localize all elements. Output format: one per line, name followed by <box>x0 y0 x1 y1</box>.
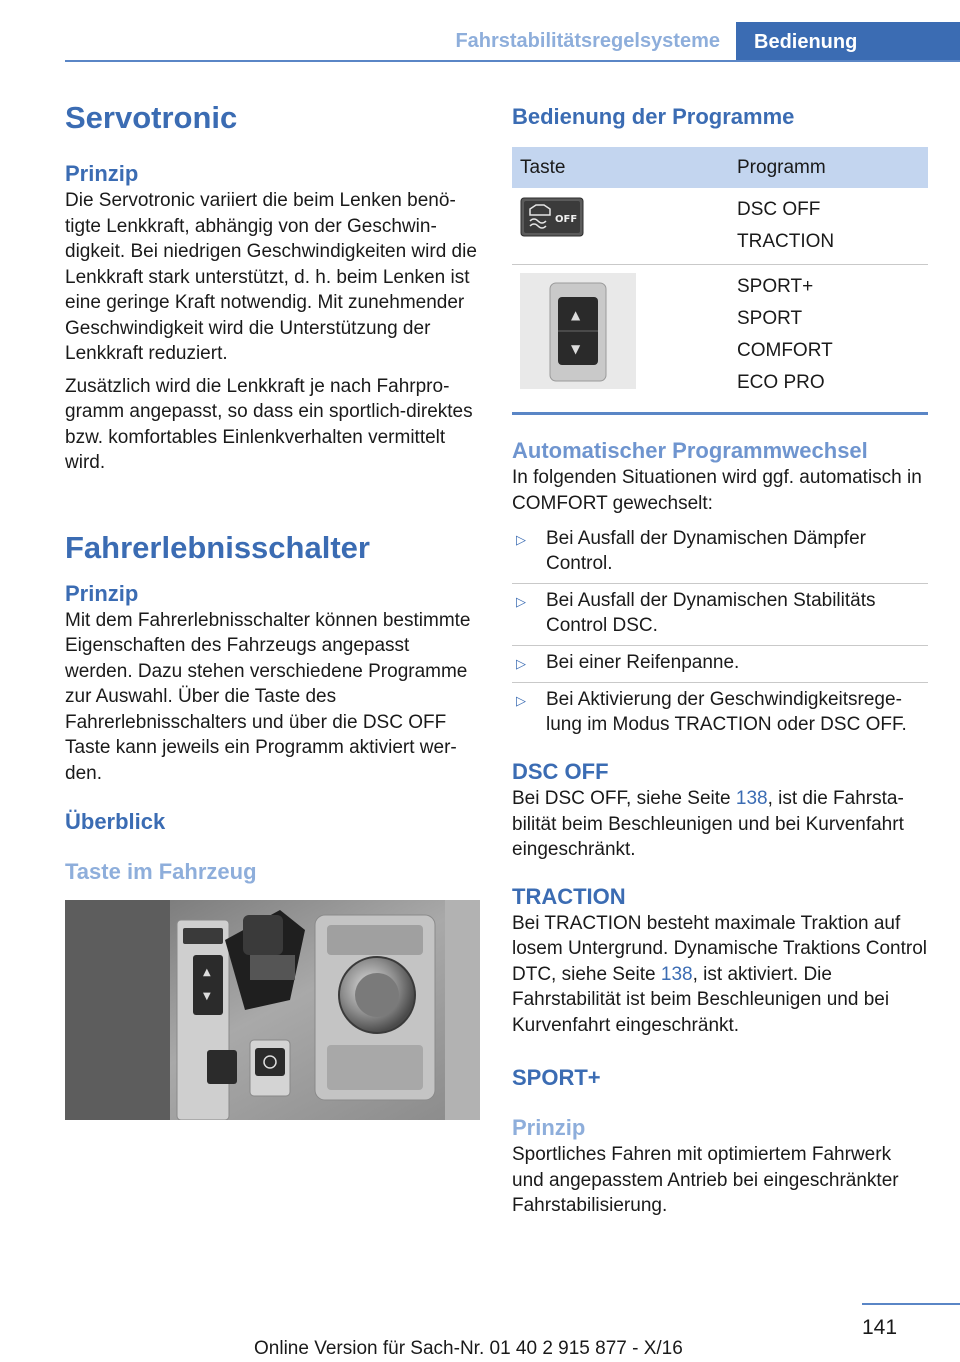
table-cell-taste <box>512 265 729 414</box>
triangle-bullet-icon: ▷ <box>516 532 526 547</box>
list-item: ▷ Bei Aktivierung der Geschwindigkeitsregelung im Modus TRACTION oder DSC OFF. <box>516 689 907 735</box>
table-cell-programm <box>729 265 928 414</box>
triangle-bullet-icon: ▷ <box>516 693 526 708</box>
table-header-programm: Programm <box>729 147 928 188</box>
console-photo-svg <box>65 900 480 1120</box>
header-section-title: Fahrstabilitätsregelsysteme <box>455 30 720 52</box>
header-tab: Bedienung <box>736 22 960 62</box>
taste-im-fahrzeug-heading: Taste im Fahrzeug <box>65 859 257 884</box>
list-item: ▷ Bei einer Reifenpanne. <box>512 646 928 683</box>
right-column <box>512 98 928 1219</box>
center-console-photo <box>65 900 480 1120</box>
servotronic-paragraph-1: Die Servotronic variiert die beim Lenken benötigte Lenkkraft, abhängig von der Geschwindigkeit. Bei niedrigen Geschwindigkeiten wird die Lenkkraft stark unterstützt, d. h. beim Lenken ist eine geringe Kraft notwendig. Mit zunehmender Geschwindigkeit wird die Unterstützung der Lenkkraft reduziert. <box>65 190 477 364</box>
page-header <box>65 0 960 62</box>
programm-sport: SPORT <box>737 308 803 329</box>
auto-programmwechsel-heading: Automatischer Programmwechsel <box>512 438 868 463</box>
sport-paragraph: Sportliches Fahren mit optimiertem Fahrwerk und angepasstem Antrieb bei eingeschränkter Fahrstabilisierung. <box>512 1144 899 1216</box>
triangle-bullet-icon: ▷ <box>516 656 526 671</box>
programm-eco-pro: ECO PRO <box>737 372 825 393</box>
fes-prinzip-heading: Prinzip <box>65 580 139 606</box>
list-item: ▷ Bei Ausfall der Dynamischen Dämpfer Control. <box>512 522 928 584</box>
dsc-off-heading: DSC OFF <box>512 759 609 784</box>
programm-comfort: COMFORT <box>737 340 833 361</box>
page-link[interactable]: 138 <box>660 963 693 985</box>
fahrerlebnisschalter-title: Fahrerlebnisschalter <box>65 529 370 565</box>
header-rule <box>65 60 960 62</box>
servotronic-prinzip-heading: Prinzip <box>65 161 139 186</box>
sport-plus-heading: SPORT+ <box>512 1065 601 1090</box>
svg-text:▲: ▲ <box>571 308 581 322</box>
sport-prinzip-heading: Prinzip <box>512 1115 586 1140</box>
table-row <box>512 265 928 414</box>
list-item: ▷ Bei Ausfall der Dynamischen Stabilitäts Control DSC. <box>512 584 928 646</box>
traction-paragraph: Bei TRACTION besteht maximale Traktion auf losem Untergrund. Dynamische Traktions Control DTC, siehe Seite 138, ist aktiviert. Die Fahrstabilität ist beim Beschleunigen und bei Kurvenfahrt eingeschränkt. <box>512 912 928 1036</box>
table-header-row <box>512 147 928 188</box>
page-number: 141 <box>862 1316 898 1339</box>
svg-text:OFF: OFF <box>555 214 578 225</box>
traction-heading: TRACTION <box>512 883 626 909</box>
dsc-off-paragraph: Bei DSC OFF, siehe Seite 138, ist die Fahrstabilität beim Beschleunigen und bei Kurvenfahrt eingeschränkt. <box>512 788 904 860</box>
dsc-off-button-icon <box>520 197 584 237</box>
programm-traction: TRACTION <box>737 231 835 252</box>
svg-text:▼: ▼ <box>203 991 211 1002</box>
programm-dsc-off: DSC OFF <box>737 199 821 220</box>
programm-sport-plus: SPORT+ <box>737 276 814 297</box>
table-header-taste: Taste <box>512 147 729 188</box>
table-cell-programm <box>729 188 928 265</box>
table-row <box>512 188 928 265</box>
servotronic-title: Servotronic <box>65 100 238 135</box>
page-link[interactable]: 138 <box>735 788 768 809</box>
driving-dynamics-switch-icon <box>520 273 636 389</box>
servotronic-paragraph-2: Zusätzlich wird die Lenkkraft je nach Fahrprogramm angepasst, so dass ein sportlich-direktes bzw. komfortables Einlenkverhalten vermittelt wird. <box>65 375 473 473</box>
left-column <box>65 98 480 1120</box>
footer-rule <box>862 1303 960 1305</box>
fes-paragraph: Mit dem Fahrerlebnisschalter können bestimmte Eigenschaften des Fahrzeugs angepasst werden. Dazu stehen verschiedene Programme zur Auswahl. Über die Taste des Fahrerlebnisschalters und über die DSC OFF Taste kann jeweils ein Programm aktiviert werden. <box>65 609 471 784</box>
footer-online-version: Online Version für Sach-Nr. 01 40 2 915 877 - X/16 <box>254 1338 683 1359</box>
svg-text:▼: ▼ <box>571 342 581 356</box>
auto-list <box>512 522 928 744</box>
table-cell-taste <box>512 188 729 265</box>
ueberblick-heading: Überblick <box>65 809 166 834</box>
triangle-bullet-icon: ▷ <box>516 594 526 609</box>
bedienung-programme-heading: Bedienung der Programme <box>512 104 795 129</box>
auto-intro: In folgenden Situationen wird ggf. automatisch in COMFORT gewechselt: <box>512 467 922 514</box>
svg-text:▲: ▲ <box>203 967 211 978</box>
programme-table <box>512 147 928 415</box>
